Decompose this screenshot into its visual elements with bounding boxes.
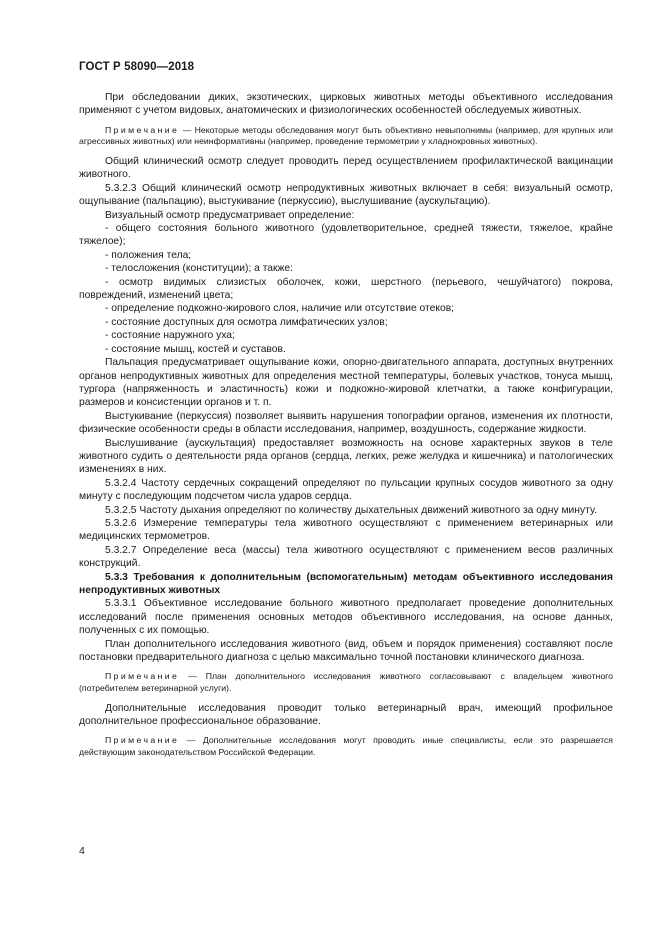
note (79, 125, 613, 148)
list-item: - положения тела; (105, 249, 192, 261)
note (79, 735, 613, 758)
paragraph: Дополнительные исследования проводит только ветеринарный врач, имеющий профильное дополнительное профессиональное образование. (79, 702, 613, 728)
paragraph: 5.3.2.4 Частоту сердечных сокращений определяют по пульсации крупных сосудов животного за одну минуту с последующим подсчетом числа ударов сердца. (79, 477, 613, 503)
paragraph: 5.3.2.5 Частоту дыхания определяют по количеству дыхательных движений животного за одну минуту. (105, 504, 597, 516)
note-label: Примечание (105, 735, 180, 746)
note-text: — Некоторые методы обследования могут быть объективно невыполнимы (например, для крупных или агрессивных животных) или неинформативны (например, проведение термометрии у хладнокровных животных). (79, 124, 613, 147)
list-item: - состояние наружного уха; (105, 330, 235, 342)
list-item: - определение подкожно-жирового слоя, наличие или отсутствие отеков; (105, 303, 455, 315)
paragraph: Пальпация предусматривает ощупывание кожи, опорно-двигательного аппарата, доступных внутренних органов непродуктивных животных для определения местной температуры, болевых участков, тонуса мышц, тургора (напряженность и эластичность) кожи и подкожно-жировой клетчатки, а также конфигурации, размеров и консистенции органов и т. п. (79, 357, 613, 409)
paragraph: План дополнительного исследования животного (вид, объем и порядок применения) составляют после постановки предварительного диагноза с целью максимально точной постановки клинического диагноза. (79, 638, 613, 664)
note-label: Примечание (105, 671, 180, 682)
note-text: — План дополнительного исследования животного согласовывают с владельцем животного (потребителем ветеринарной услуги). (79, 671, 613, 694)
note-label: Примечание (105, 124, 180, 135)
paragraph: 5.3.2.6 Измерение температуры тела животного осуществляют с применением ветеринарных или медицинских термометров. (79, 517, 613, 543)
paragraph: Визуальный осмотр предусматривает определение: (105, 209, 355, 221)
paragraph: 5.3.2.3 Общий клинический осмотр непродуктивных животных включает в себя: визуальный осмотр, ощупывание (пальпацию), выстукивание (перкуссию), выслушивание (аускультацию). (79, 182, 613, 208)
paragraph: Общий клинический осмотр следует проводить перед осуществлением профилактической вакцинации животного. (79, 156, 613, 181)
list-item: - осмотр видимых слизистых оболочек, кожи, шерстного (перьевого, чешуйчатого) покрова, повреждений, изменений цвета; (79, 276, 613, 302)
paragraph: Выстукивание (перкуссия) позволяет выявить нарушения топографии органов, изменения их плотности, физические особенности среды в области исследования, например, воздушность, содержание жидкости. (79, 410, 613, 436)
paragraph: Выслушивание (аускультация) предоставляет возможность на основе характерных звуков в теле животного судить о деятельности ряда органов (сердца, легких, реже желудка и кишечника) и патологических изменениях в них. (79, 437, 613, 476)
inspection-list (79, 222, 613, 356)
page-number: 4 (79, 845, 85, 857)
section-heading: 5.3.3 Требования к дополнительным (вспомогательным) методам объективного исследования непродуктивных животных (79, 571, 613, 596)
paragraph: При обследовании диких, экзотических, цирковых животных методы объективного исследования применяют с учетом видовых, анатомических и физиологических особенностей обследуемых животных. (79, 92, 613, 117)
note (79, 671, 613, 694)
list-item: - состояние мышц, костей и суставов. (105, 343, 286, 355)
document-header-standard-id: ГОСТ Р 58090—2018 (79, 61, 195, 73)
list-item: - состояние доступных для осмотра лимфатических узлов; (105, 316, 388, 328)
paragraph: 5.3.2.7 Определение веса (массы) тела животного осуществляют с применением весов различных конструкций. (79, 544, 613, 570)
list-item: - общего состояния больного животного (удовлетворительное, средней тяжести, тяжелое, крайне тяжелое); (79, 223, 613, 248)
paragraph: 5.3.3.1 Объективное исследование больного животного предполагает проведение дополнительных исследований после применения основных методов объективного исследования, на основе данных, полученных с их помощью. (79, 598, 613, 637)
list-item: - телосложения (конституции); а также: (105, 263, 294, 275)
document-body (79, 91, 613, 759)
note-text: — Дополнительные исследования могут проводить иные специалисты, если это разрешается действующим законодательством Российской Федерации. (79, 735, 613, 758)
